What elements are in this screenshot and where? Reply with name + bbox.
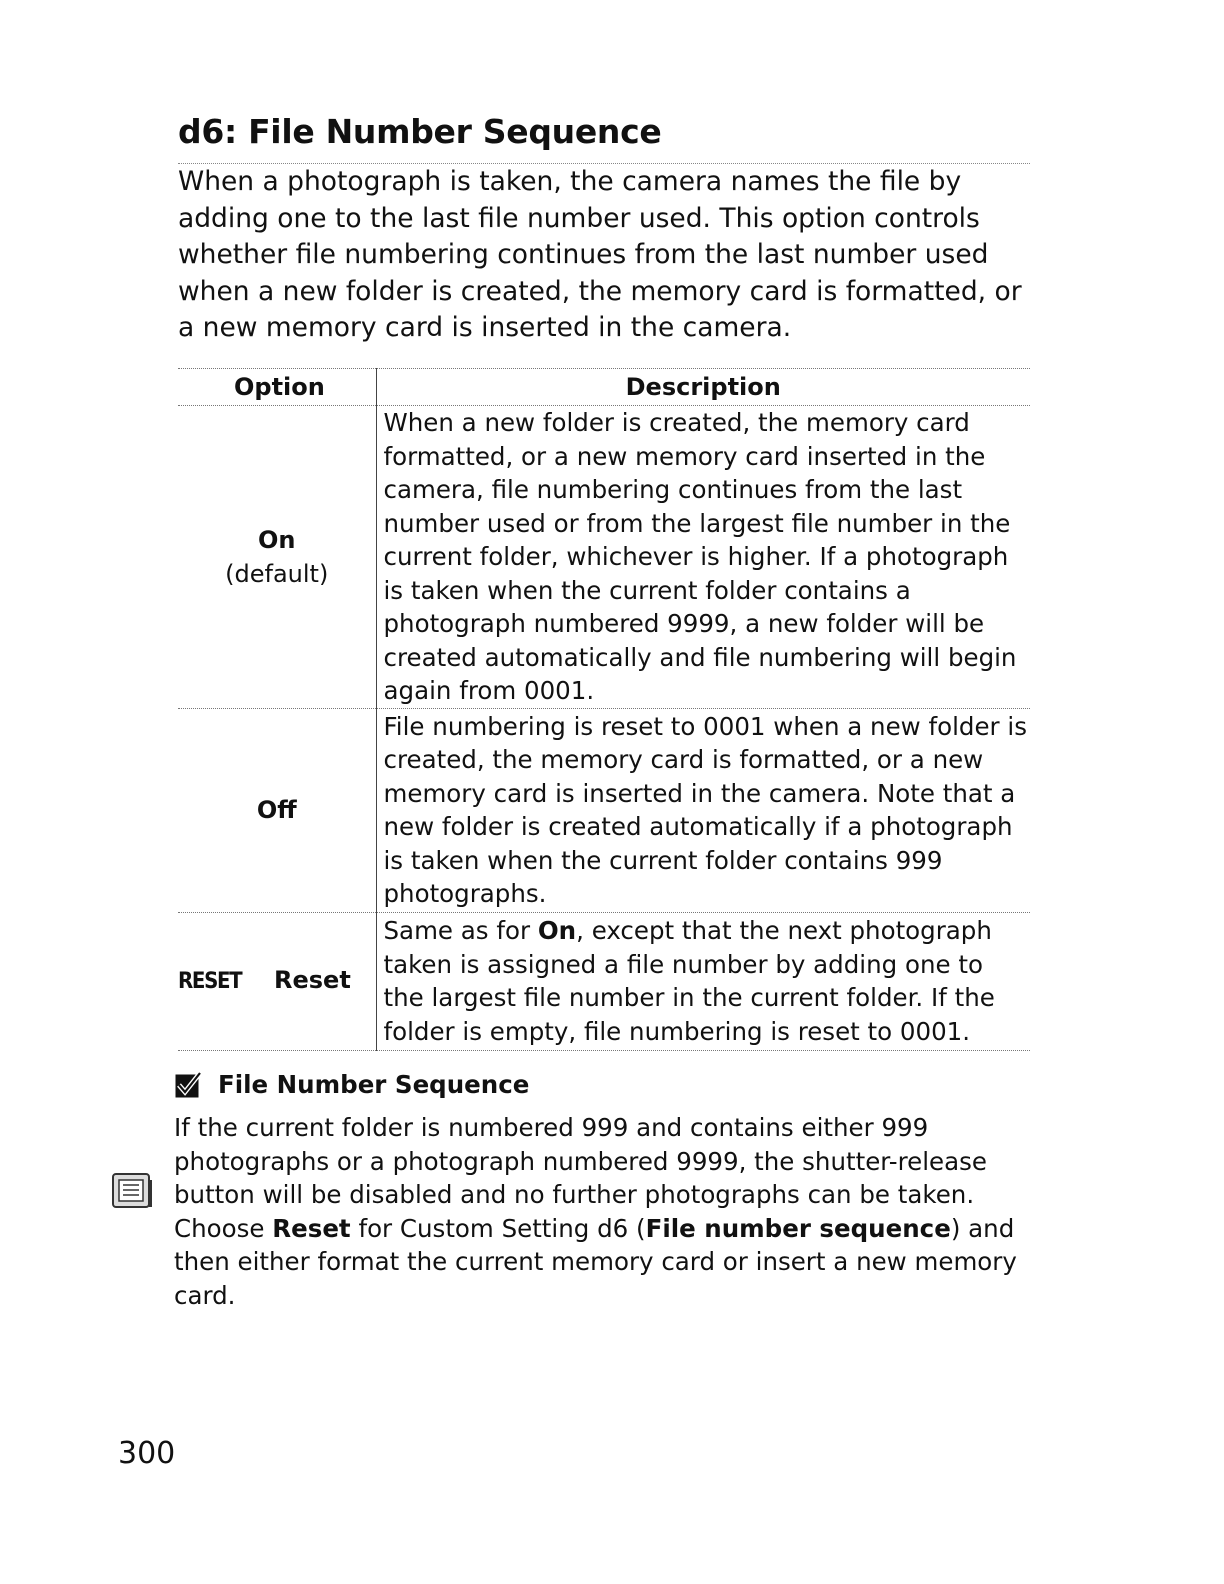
note-heading [174,1070,529,1099]
table-row [178,406,1030,709]
reset-icon: RESET [178,969,242,994]
desc-reset-prefix: Same as for [383,916,538,945]
note-heading-text: File Number Sequence [218,1070,530,1099]
header-description: Description [376,369,1030,406]
note-body-part2: for Custom Setting d6 ( [350,1213,646,1243]
note-body [174,1111,1044,1312]
page-title: d6: File Number Sequence [178,112,662,151]
option-label-reset: Reset [274,966,351,994]
note-bold-reset: Reset [272,1213,351,1243]
options-table [178,368,1030,1051]
option-cell-off [178,708,376,912]
description-on: When a new folder is created, the memory card formatted, or a new memory card inserted in the camera, file numbering continues from the last number used or from the largest file number in the current folder, whichever is higher. If a photograph is taken when the current folder contains a photograph numbered 9999, a new folder will be created automatically and file numbering will begin again from 0001. [376,406,1030,709]
table-header-row [178,369,1030,406]
check-icon [174,1071,202,1099]
desc-reset-bold: On [537,916,577,945]
table-row [178,708,1030,912]
description-off: File numbering is reset to 0001 when a new folder is created, the memory card is formatted, or a new memory card is inserted in the camera. Note that a new folder is created automatically if a photograph is taken when the current folder contains 999 photographs. [376,708,1030,912]
table-row [178,912,1030,1050]
note-body-part3: ) and then either format the current memory card or insert a new memory card. [174,1213,1017,1310]
option-cell-reset [178,912,376,1050]
desc-reset-suffix: , except that the next photograph taken is assigned a file number by adding one to the largest file number in the current folder. If the folder is empty, file numbering is reset to 0001. [383,916,995,1046]
menu-icon [110,1168,154,1212]
option-cell-on [178,406,376,709]
header-option: Option [178,369,376,406]
description-reset [376,912,1030,1050]
page-number: 300 [118,1436,176,1471]
note-body-part1: If the current folder is numbered 999 and contains either 999 photographs or a photograph numbered 9999, the shutter-release button will be disabled and no further photographs can be taken. Choose [174,1113,987,1243]
option-note-default: (default) [225,559,329,588]
note-bold-setting: File number sequence [645,1213,951,1243]
option-label-on: On [258,525,296,554]
option-label-off: Off [256,796,297,824]
intro-paragraph: When a photograph is taken, the camera names the file by adding one to the last file number used. This option controls whether file numbering continues from the last number used when a new folder is created, the memory card is formatted, or a new memory card is inserted in the camera. [178,166,1022,343]
